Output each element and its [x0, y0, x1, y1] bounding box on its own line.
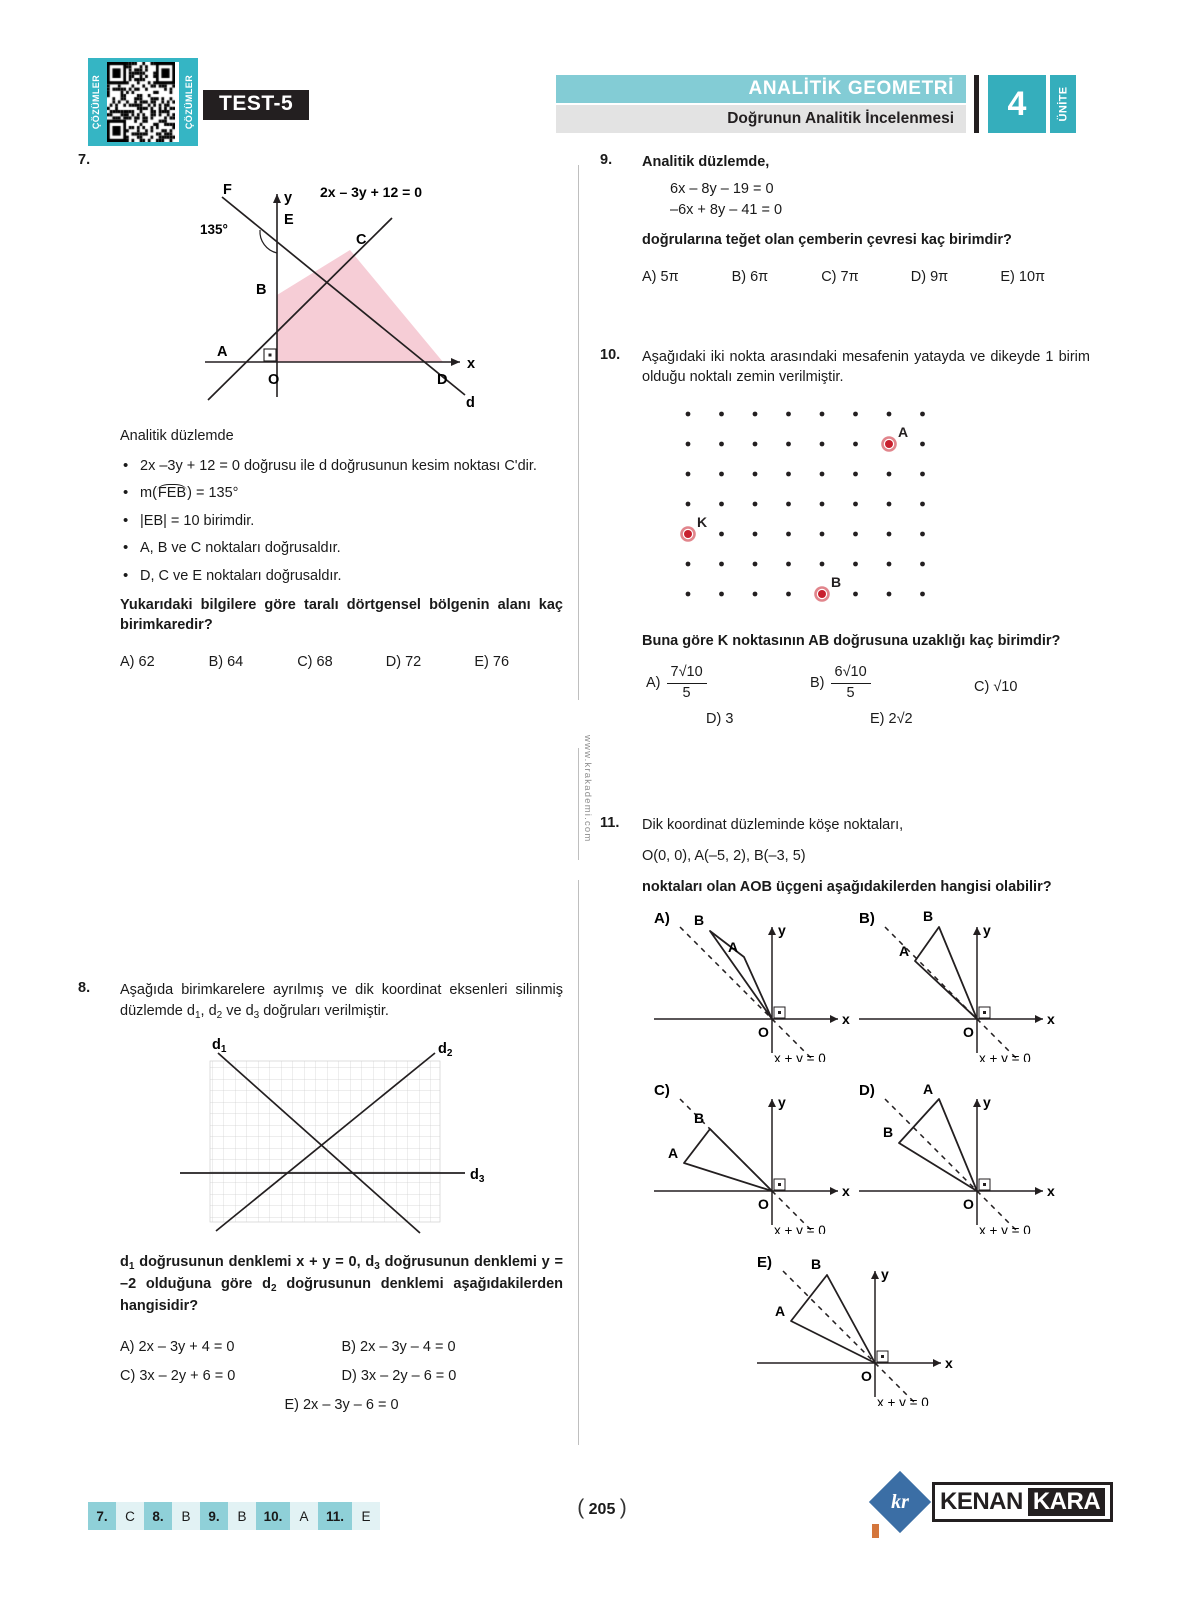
svg-text:B: B	[694, 912, 705, 929]
question-9-number: 9.	[600, 152, 613, 168]
question-11-intro: Dik koordinat düzleminde köşe noktaları,	[642, 817, 904, 834]
question-8-option-c[interactable]: C) 3x – 2y + 6 = 0	[120, 1367, 236, 1384]
answer-value-10: A	[290, 1502, 318, 1530]
question-8-ask: $d_1$ doğrusunun denklemi x + y = 0, $d_3$ doğrusunun denklemi y = –2 olduğuna göre $d_2$ doğrusunun denklemi aşağıdakilerden hangisidir?	[120, 1253, 563, 1315]
question-11-choice-c[interactable]	[642, 1079, 852, 1239]
svg-text:K: K	[697, 513, 708, 530]
topic-title: Doğrunun Analitik İncelenmesi	[727, 110, 954, 127]
brand-logo-icon	[869, 1471, 931, 1533]
question-11	[600, 815, 1090, 1407]
question-7-bullets	[120, 456, 563, 587]
svg-text:A: A	[217, 344, 228, 360]
answer-key-11: 11.	[318, 1502, 352, 1530]
unit-label-text: ÜNİTE	[1057, 86, 1069, 122]
question-7-intro: Analitik düzlemde	[120, 428, 234, 444]
svg-text:B: B	[831, 573, 842, 590]
option-b-key: B)	[810, 675, 825, 692]
svg-text:B: B	[256, 282, 267, 298]
option-a-fraction	[667, 663, 707, 703]
question-10-ask: Buna göre K noktasının AB doğrusuna uzaklığı kaç birimdir?	[642, 632, 1061, 649]
question-7	[78, 152, 563, 712]
question-10-options	[642, 663, 1090, 741]
svg-text:d: d	[466, 395, 475, 411]
question-10-option-e[interactable]	[870, 711, 913, 727]
svg-text:O: O	[963, 1196, 974, 1213]
question-8-option-a[interactable]: A) 2x – 3y + 4 = 0	[120, 1338, 235, 1355]
question-8-option-d[interactable]: D) 3x – 2y – 6 = 0	[341, 1367, 457, 1384]
question-11-choice-e[interactable]	[745, 1251, 955, 1411]
question-10	[600, 347, 1090, 742]
svg-text:x + y = 0: x + y = 0	[774, 1223, 826, 1235]
qr-code-image	[107, 62, 179, 142]
question-10-number: 10.	[600, 346, 621, 363]
option-a-numerator: 7√10	[667, 663, 707, 684]
question-9-equation-1: 6x – 8y – 19 = 0	[670, 180, 774, 197]
right-column	[600, 152, 1090, 1407]
svg-text:y: y	[983, 922, 991, 939]
svg-text:E: E	[284, 212, 294, 228]
question-10-option-b[interactable]	[810, 663, 871, 703]
question-10-text: Aşağıdaki iki nokta arasındaki mesafenin yatayda ve dikeyde 1 birim olduğu noktalı zemin verilmiştir.	[642, 348, 1090, 386]
question-7-option-d[interactable]: D) 72	[385, 653, 422, 670]
svg-text:x: x	[1047, 1183, 1055, 1200]
unit-label-badge	[1050, 75, 1076, 133]
answer-key-strip	[88, 1502, 380, 1530]
qr-label-right-text: ÇÖZÜMLER	[184, 74, 195, 130]
qr-label-right	[181, 58, 198, 146]
option-a-denominator: 5	[682, 684, 691, 701]
svg-text:x + y = 0: x + y = 0	[979, 1223, 1031, 1235]
question-8-option-e[interactable]: E) 2x – 3y – 6 = 0	[284, 1396, 399, 1413]
question-9-option-b[interactable]: B) 6π	[731, 268, 769, 285]
subject-bar	[556, 75, 966, 103]
svg-text:2x – 3y + 12 = 0: 2x – 3y + 12 = 0	[320, 184, 422, 200]
page-header	[0, 0, 1200, 150]
answer-key-9: 9.	[200, 1502, 228, 1530]
svg-text:A): A)	[654, 910, 670, 928]
header-title-block	[556, 75, 1112, 135]
question-9-options	[642, 269, 1090, 285]
publisher-brand	[878, 1480, 1113, 1524]
svg-text:O: O	[268, 372, 280, 388]
svg-text:y: y	[778, 1094, 786, 1111]
question-7-figure	[160, 152, 500, 412]
answer-value-9: B	[228, 1502, 256, 1530]
bullet-2-prefix: m(	[140, 485, 157, 502]
question-9-option-e[interactable]: E) 10π	[1000, 268, 1046, 285]
brand-accent-dot	[872, 1524, 879, 1538]
question-7-bullet-5: • D, C ve E noktaları doğrusaldır.	[120, 566, 563, 587]
svg-text:B: B	[811, 1256, 822, 1273]
divider-gap-bottom	[578, 860, 579, 880]
question-8-option-b[interactable]: B) 2x – 3y – 4 = 0	[341, 1338, 456, 1355]
question-10-dot-grid	[670, 400, 950, 615]
option-e-value: 2√2	[888, 711, 913, 728]
svg-text:x + y = 0: x + y = 0	[877, 1395, 929, 1407]
question-8-text: Aşağıda birimkarelere ayrılmış ve dik koordinat eksenleri silinmiş düzlemde $d_1$, $d_2$ ve $d_3$ doğruları verilmiştir.	[120, 982, 563, 1021]
svg-text:d1: $d_1$	[212, 1036, 227, 1055]
topic-bar	[556, 105, 966, 133]
answer-key-10: 10.	[256, 1502, 290, 1530]
test-number-tag	[203, 90, 309, 120]
svg-text:C: C	[356, 232, 367, 248]
svg-text:O: O	[963, 1024, 974, 1041]
watermark-text: www.krakademi.com	[582, 735, 593, 843]
question-7-bullet-4: • A, B ve C noktaları doğrusaldır.	[120, 538, 563, 559]
svg-text:x: x	[842, 1011, 850, 1028]
question-11-points: O(0, 0), A(–5, 2), B(–3, 5)	[642, 847, 806, 864]
question-7-bullet-3: • |EB| = 10 birimdir.	[120, 511, 563, 532]
header-divider-rule	[974, 75, 979, 133]
svg-text:B: B	[923, 908, 934, 925]
svg-text:F: F	[223, 182, 232, 198]
question-11-choice-b[interactable]	[847, 907, 1057, 1067]
svg-text:A: A	[728, 939, 739, 956]
option-d-key: D)	[706, 711, 722, 728]
svg-text:x + y = 0: x + y = 0	[979, 1051, 1031, 1063]
answer-value-8: B	[172, 1502, 200, 1530]
svg-text:C): C)	[654, 1082, 670, 1100]
question-7-option-c[interactable]: C) 68	[297, 653, 333, 670]
question-8	[78, 980, 563, 1420]
question-7-bullet-1: • 2x –3y + 12 = 0 doğrusu ile d doğrusunun kesim noktası C'dir.	[120, 456, 563, 477]
svg-text:x: x	[467, 356, 476, 372]
question-7-ask: Yukarıdaki bilgilere göre taralı dörtgensel bölgenin alanı kaç birimkaredir?	[120, 596, 563, 634]
option-d-value: 3	[725, 711, 734, 728]
svg-text:B: B	[883, 1124, 894, 1141]
question-7-option-b[interactable]: B) 64	[208, 653, 244, 670]
question-9-option-d[interactable]: D) 9π	[910, 268, 949, 285]
svg-text:D): D)	[859, 1082, 875, 1100]
svg-text:B): B)	[859, 910, 875, 928]
bullet-2-arc: FEB	[157, 485, 187, 502]
svg-text:y: y	[284, 190, 293, 206]
svg-text:O: O	[758, 1024, 769, 1041]
svg-text:O: O	[758, 1196, 769, 1213]
question-8-options	[120, 1333, 563, 1420]
question-11-choice-a[interactable]	[642, 907, 852, 1067]
option-b-fraction	[831, 663, 871, 703]
question-9-equation-2: –6x + 8y – 41 = 0	[670, 202, 783, 219]
svg-text:E): E)	[757, 1254, 772, 1272]
svg-text:x + y = 0: x + y = 0	[774, 1051, 826, 1063]
qr-label-left-text: ÇÖZÜMLER	[91, 74, 102, 130]
question-11-number: 11.	[600, 815, 620, 832]
svg-text:135°: 135°	[200, 222, 228, 237]
answer-key-7: 7.	[88, 1502, 116, 1530]
question-8-figure	[120, 1033, 520, 1238]
page-paren-left: (	[577, 1496, 585, 1519]
question-9-ask: doğrularına teğet olan çemberin çevresi kaç birimdir?	[642, 232, 1012, 249]
svg-text:A: A	[775, 1303, 786, 1320]
question-9-option-c[interactable]: C) 7π	[821, 268, 859, 285]
svg-text:A: A	[668, 1145, 679, 1162]
option-a-key: A)	[646, 675, 661, 692]
question-7-option-e[interactable]: E) 76	[474, 653, 510, 670]
qr-code-block	[88, 58, 198, 146]
option-c-key: C)	[974, 679, 990, 696]
qr-label-left	[88, 58, 105, 146]
answer-value-7: C	[116, 1502, 144, 1530]
question-11-choices	[642, 907, 1090, 1407]
svg-text:d2: $d_2$	[438, 1040, 453, 1059]
question-7-number: 7.	[78, 152, 91, 168]
svg-text:x: x	[842, 1183, 850, 1200]
question-9-intro: Analitik düzlemde,	[642, 154, 770, 170]
svg-text:y: y	[881, 1266, 889, 1283]
page-number-value: 205	[588, 1501, 616, 1518]
question-11-ask: noktaları olan AOB üçgeni aşağıdakilerden hangisi olabilir?	[642, 878, 1052, 895]
question-9	[600, 152, 1090, 285]
brand-word-1: KENAN	[940, 1488, 1023, 1515]
question-7-option-a[interactable]: A) 62	[120, 653, 155, 670]
svg-text:x: x	[945, 1355, 953, 1372]
question-7-options	[120, 654, 563, 670]
option-b-denominator: 5	[846, 684, 855, 701]
question-10-option-c[interactable]	[974, 679, 1017, 695]
option-e-key: E)	[870, 711, 885, 728]
svg-text:B: B	[694, 1110, 705, 1127]
unit-number-badge: 4	[988, 75, 1046, 133]
question-11-choice-d[interactable]	[847, 1079, 1057, 1239]
answer-key-8: 8.	[144, 1502, 172, 1530]
brand-word-2: KARA	[1028, 1488, 1105, 1516]
brand-name-box	[932, 1482, 1113, 1522]
svg-text:x: x	[1047, 1011, 1055, 1028]
question-10-option-d[interactable]	[706, 711, 733, 727]
svg-text:O: O	[861, 1368, 872, 1385]
page-number	[562, 1496, 642, 1520]
svg-text:A: A	[899, 943, 910, 960]
left-column	[78, 152, 563, 1420]
subject-title: ANALİTİK GEOMETRİ	[748, 78, 954, 99]
svg-text:A: A	[923, 1081, 934, 1098]
question-10-option-a[interactable]	[646, 663, 707, 703]
bullet-2-suffix: ) = 135°	[187, 485, 239, 502]
question-7-bullet-2	[120, 483, 563, 504]
svg-text:d3: $d_3$	[470, 1166, 485, 1185]
page-paren-right: )	[619, 1496, 627, 1519]
question-8-number: 8.	[78, 980, 91, 996]
brand-logo-text: kr	[891, 1490, 909, 1513]
test-number-label: TEST-5	[219, 92, 294, 115]
question-9-option-a[interactable]: A) 5π	[642, 268, 679, 285]
svg-text:D: D	[437, 372, 448, 388]
answer-value-11: E	[352, 1502, 380, 1530]
option-c-value: √10	[993, 679, 1018, 696]
svg-text:A: A	[898, 423, 909, 440]
option-b-numerator: 6√10	[831, 663, 871, 684]
svg-text:y: y	[983, 1094, 991, 1111]
svg-text:y: y	[778, 922, 786, 939]
